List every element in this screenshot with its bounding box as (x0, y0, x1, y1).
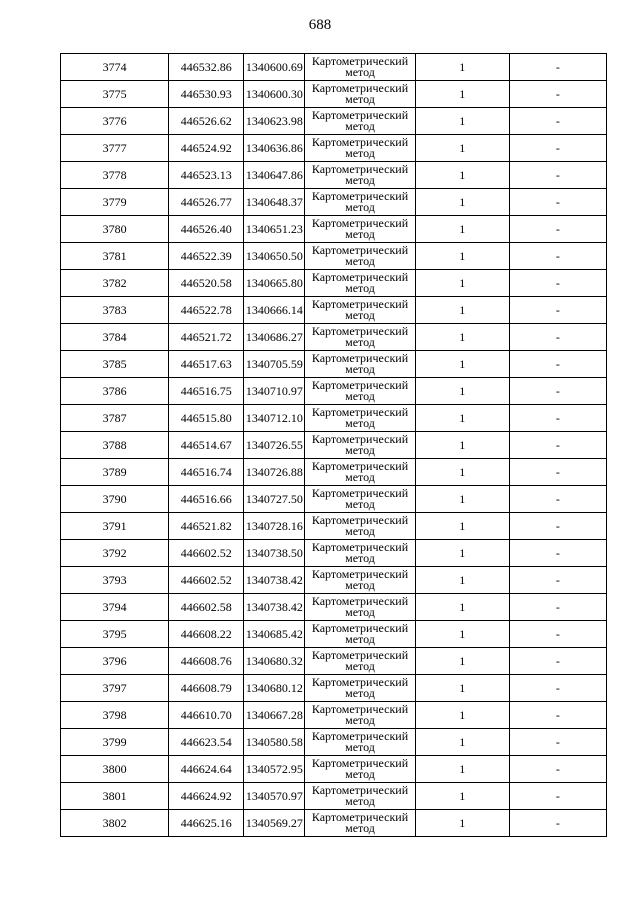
note-cell: - (509, 216, 606, 243)
method-line-1: Картометрический (311, 54, 409, 68)
table-row (61, 702, 607, 729)
method-line-2: метод (345, 200, 375, 214)
note-cell: - (509, 702, 606, 729)
method-cell (305, 54, 415, 81)
y-coordinate-cell: 1340686.27 (244, 324, 305, 351)
note-cell: - (509, 756, 606, 783)
point-number-cell: 3792 (61, 540, 169, 567)
method-line-2: метод (345, 767, 375, 781)
note-cell: - (509, 405, 606, 432)
count-cell: 1 (415, 243, 509, 270)
note-cell: - (509, 297, 606, 324)
y-coordinate-cell: 1340623.98 (244, 108, 305, 135)
point-number-cell: 3780 (61, 216, 169, 243)
y-coordinate-cell: 1340680.32 (244, 648, 305, 675)
table-row (61, 486, 607, 513)
y-coordinate-cell: 1340705.59 (244, 351, 305, 378)
note-cell: - (509, 162, 606, 189)
method-line-1: Картометрический (311, 729, 409, 743)
point-number-cell: 3797 (61, 675, 169, 702)
point-number-cell: 3801 (61, 783, 169, 810)
method-line-2: метод (345, 632, 375, 646)
count-cell: 1 (415, 648, 509, 675)
method-line-2: метод (345, 659, 375, 673)
method-line-1: Картометрический (311, 702, 409, 716)
table-row (61, 189, 607, 216)
method-cell (305, 324, 415, 351)
note-cell: - (509, 243, 606, 270)
method-cell (305, 297, 415, 324)
table-row (61, 405, 607, 432)
x-coordinate-cell: 446532.86 (169, 54, 244, 81)
point-number-cell: 3774 (61, 54, 169, 81)
y-coordinate-cell: 1340569.27 (244, 810, 305, 837)
point-number-cell: 3796 (61, 648, 169, 675)
y-coordinate-cell: 1340667.28 (244, 702, 305, 729)
method-line-2: метод (345, 173, 375, 187)
method-line-1: Картометрический (311, 81, 409, 95)
method-line-2: метод (345, 470, 375, 484)
x-coordinate-cell: 446623.54 (169, 729, 244, 756)
method-cell (305, 162, 415, 189)
x-coordinate-cell: 446526.40 (169, 216, 244, 243)
point-number-cell: 3782 (61, 270, 169, 297)
count-cell: 1 (415, 567, 509, 594)
x-coordinate-cell: 446602.58 (169, 594, 244, 621)
note-cell: - (509, 324, 606, 351)
count-cell: 1 (415, 729, 509, 756)
y-coordinate-cell: 1340666.14 (244, 297, 305, 324)
method-line-2: метод (345, 389, 375, 403)
method-line-2: метод (345, 686, 375, 700)
count-cell: 1 (415, 162, 509, 189)
table-row (61, 297, 607, 324)
point-number-cell: 3784 (61, 324, 169, 351)
y-coordinate-cell: 1340726.88 (244, 459, 305, 486)
method-line-1: Картометрический (311, 567, 409, 581)
point-number-cell: 3781 (61, 243, 169, 270)
page-number: 688 (308, 17, 332, 33)
count-cell: 1 (415, 216, 509, 243)
y-coordinate-cell: 1340648.37 (244, 189, 305, 216)
x-coordinate-cell: 446515.80 (169, 405, 244, 432)
y-coordinate-cell: 1340738.42 (244, 594, 305, 621)
table-row (61, 108, 607, 135)
count-cell: 1 (415, 459, 509, 486)
x-coordinate-cell: 446624.64 (169, 756, 244, 783)
count-cell: 1 (415, 486, 509, 513)
point-number-cell: 3786 (61, 378, 169, 405)
point-number-cell: 3794 (61, 594, 169, 621)
method-cell (305, 216, 415, 243)
count-cell: 1 (415, 432, 509, 459)
y-coordinate-cell: 1340726.55 (244, 432, 305, 459)
method-cell (305, 432, 415, 459)
note-cell: - (509, 459, 606, 486)
count-cell: 1 (415, 675, 509, 702)
point-number-cell: 3787 (61, 405, 169, 432)
count-cell: 1 (415, 54, 509, 81)
method-cell (305, 702, 415, 729)
method-line-1: Картометрический (311, 189, 409, 203)
method-cell (305, 594, 415, 621)
method-line-1: Картометрический (311, 270, 409, 284)
method-line-2: метод (345, 740, 375, 754)
method-line-2: метод (345, 146, 375, 160)
note-cell: - (509, 594, 606, 621)
count-cell: 1 (415, 270, 509, 297)
point-number-cell: 3775 (61, 81, 169, 108)
note-cell: - (509, 675, 606, 702)
table-row (61, 432, 607, 459)
x-coordinate-cell: 446530.93 (169, 81, 244, 108)
note-cell: - (509, 540, 606, 567)
method-line-2: метод (345, 821, 375, 835)
table-row (61, 729, 607, 756)
method-line-1: Картометрический (311, 459, 409, 473)
count-cell: 1 (415, 405, 509, 432)
method-cell (305, 621, 415, 648)
coordinates-table (60, 53, 607, 837)
count-cell: 1 (415, 378, 509, 405)
y-coordinate-cell: 1340728.16 (244, 513, 305, 540)
point-number-cell: 3778 (61, 162, 169, 189)
point-number-cell: 3790 (61, 486, 169, 513)
method-line-1: Картометрический (311, 108, 409, 122)
table-row (61, 243, 607, 270)
method-cell (305, 729, 415, 756)
point-number-cell: 3779 (61, 189, 169, 216)
method-cell (305, 783, 415, 810)
method-cell (305, 135, 415, 162)
y-coordinate-cell: 1340600.30 (244, 81, 305, 108)
method-line-1: Картометрический (311, 783, 409, 797)
count-cell: 1 (415, 540, 509, 567)
method-line-1: Картометрический (311, 810, 409, 824)
method-line-2: метод (345, 416, 375, 430)
y-coordinate-cell: 1340580.58 (244, 729, 305, 756)
method-cell (305, 675, 415, 702)
method-line-2: метод (345, 713, 375, 727)
method-line-1: Картометрический (311, 540, 409, 554)
x-coordinate-cell: 446516.74 (169, 459, 244, 486)
x-coordinate-cell: 446602.52 (169, 567, 244, 594)
point-number-cell: 3793 (61, 567, 169, 594)
method-cell (305, 810, 415, 837)
table-row (61, 756, 607, 783)
table-row (61, 567, 607, 594)
count-cell: 1 (415, 810, 509, 837)
method-line-2: метод (345, 65, 375, 79)
y-coordinate-cell: 1340738.50 (244, 540, 305, 567)
table-row (61, 81, 607, 108)
method-line-2: метод (345, 497, 375, 511)
x-coordinate-cell: 446517.63 (169, 351, 244, 378)
note-cell: - (509, 729, 606, 756)
coordinates-table-body (61, 54, 607, 837)
table-row (61, 810, 607, 837)
count-cell: 1 (415, 702, 509, 729)
method-line-2: метод (345, 605, 375, 619)
point-number-cell: 3776 (61, 108, 169, 135)
y-coordinate-cell: 1340685.42 (244, 621, 305, 648)
method-line-2: метод (345, 794, 375, 808)
table-row (61, 513, 607, 540)
count-cell: 1 (415, 189, 509, 216)
method-line-1: Картометрический (311, 513, 409, 527)
y-coordinate-cell: 1340738.42 (244, 567, 305, 594)
method-line-1: Картометрический (311, 621, 409, 635)
y-coordinate-cell: 1340727.50 (244, 486, 305, 513)
count-cell: 1 (415, 351, 509, 378)
x-coordinate-cell: 446516.75 (169, 378, 244, 405)
point-number-cell: 3798 (61, 702, 169, 729)
note-cell: - (509, 783, 606, 810)
method-cell (305, 351, 415, 378)
method-line-1: Картометрический (311, 162, 409, 176)
table-row (61, 594, 607, 621)
count-cell: 1 (415, 297, 509, 324)
method-cell (305, 756, 415, 783)
x-coordinate-cell: 446524.92 (169, 135, 244, 162)
method-line-1: Картометрический (311, 756, 409, 770)
method-cell (305, 540, 415, 567)
count-cell: 1 (415, 108, 509, 135)
method-cell (305, 486, 415, 513)
method-line-2: метод (345, 335, 375, 349)
y-coordinate-cell: 1340651.23 (244, 216, 305, 243)
point-number-cell: 3799 (61, 729, 169, 756)
table-row (61, 783, 607, 810)
method-line-2: метод (345, 524, 375, 538)
x-coordinate-cell: 446526.77 (169, 189, 244, 216)
x-coordinate-cell: 446514.67 (169, 432, 244, 459)
method-cell (305, 567, 415, 594)
y-coordinate-cell: 1340650.50 (244, 243, 305, 270)
method-line-2: метод (345, 92, 375, 106)
y-coordinate-cell: 1340636.86 (244, 135, 305, 162)
note-cell: - (509, 810, 606, 837)
x-coordinate-cell: 446522.39 (169, 243, 244, 270)
method-cell (305, 81, 415, 108)
method-cell (305, 189, 415, 216)
y-coordinate-cell: 1340710.97 (244, 378, 305, 405)
x-coordinate-cell: 446608.79 (169, 675, 244, 702)
table-row (61, 324, 607, 351)
x-coordinate-cell: 446608.76 (169, 648, 244, 675)
y-coordinate-cell: 1340712.10 (244, 405, 305, 432)
method-line-2: метод (345, 443, 375, 457)
note-cell: - (509, 648, 606, 675)
note-cell: - (509, 270, 606, 297)
point-number-cell: 3800 (61, 756, 169, 783)
table-row (61, 162, 607, 189)
method-line-1: Картометрический (311, 324, 409, 338)
point-number-cell: 3791 (61, 513, 169, 540)
count-cell: 1 (415, 513, 509, 540)
x-coordinate-cell: 446526.62 (169, 108, 244, 135)
point-number-cell: 3795 (61, 621, 169, 648)
method-line-1: Картометрический (311, 432, 409, 446)
method-line-2: метод (345, 551, 375, 565)
x-coordinate-cell: 446624.92 (169, 783, 244, 810)
note-cell: - (509, 189, 606, 216)
point-number-cell: 3788 (61, 432, 169, 459)
method-line-2: метод (345, 362, 375, 376)
note-cell: - (509, 621, 606, 648)
method-cell (305, 270, 415, 297)
note-cell: - (509, 108, 606, 135)
x-coordinate-cell: 446516.66 (169, 486, 244, 513)
method-line-1: Картометрический (311, 351, 409, 365)
table-row (61, 459, 607, 486)
point-number-cell: 3777 (61, 135, 169, 162)
method-line-2: метод (345, 308, 375, 322)
note-cell: - (509, 135, 606, 162)
y-coordinate-cell: 1340647.86 (244, 162, 305, 189)
note-cell: - (509, 567, 606, 594)
x-coordinate-cell: 446602.52 (169, 540, 244, 567)
method-cell (305, 108, 415, 135)
note-cell: - (509, 81, 606, 108)
method-line-1: Картометрический (311, 648, 409, 662)
count-cell: 1 (415, 135, 509, 162)
note-cell: - (509, 378, 606, 405)
note-cell: - (509, 54, 606, 81)
method-cell (305, 243, 415, 270)
x-coordinate-cell: 446610.70 (169, 702, 244, 729)
method-line-1: Картометрический (311, 297, 409, 311)
table-row (61, 648, 607, 675)
point-number-cell: 3789 (61, 459, 169, 486)
method-cell (305, 459, 415, 486)
note-cell: - (509, 486, 606, 513)
table-row (61, 675, 607, 702)
note-cell: - (509, 432, 606, 459)
table-row (61, 621, 607, 648)
count-cell: 1 (415, 594, 509, 621)
note-cell: - (509, 513, 606, 540)
method-line-2: метод (345, 119, 375, 133)
method-line-1: Картометрический (311, 486, 409, 500)
method-cell (305, 405, 415, 432)
method-cell (305, 378, 415, 405)
method-line-2: метод (345, 578, 375, 592)
method-line-1: Картометрический (311, 135, 409, 149)
method-cell (305, 648, 415, 675)
x-coordinate-cell: 446521.72 (169, 324, 244, 351)
method-cell (305, 513, 415, 540)
method-line-1: Картометрический (311, 594, 409, 608)
count-cell: 1 (415, 81, 509, 108)
point-number-cell: 3802 (61, 810, 169, 837)
method-line-1: Картометрический (311, 216, 409, 230)
x-coordinate-cell: 446522.78 (169, 297, 244, 324)
table-row (61, 216, 607, 243)
y-coordinate-cell: 1340572.95 (244, 756, 305, 783)
x-coordinate-cell: 446523.13 (169, 162, 244, 189)
table-row (61, 351, 607, 378)
method-line-2: метод (345, 281, 375, 295)
point-number-cell: 3785 (61, 351, 169, 378)
count-cell: 1 (415, 621, 509, 648)
table-row (61, 540, 607, 567)
x-coordinate-cell: 446625.16 (169, 810, 244, 837)
y-coordinate-cell: 1340665.80 (244, 270, 305, 297)
method-line-1: Картометрический (311, 378, 409, 392)
x-coordinate-cell: 446521.82 (169, 513, 244, 540)
table-row (61, 135, 607, 162)
method-line-2: метод (345, 227, 375, 241)
count-cell: 1 (415, 783, 509, 810)
y-coordinate-cell: 1340680.12 (244, 675, 305, 702)
count-cell: 1 (415, 324, 509, 351)
method-line-2: метод (345, 254, 375, 268)
x-coordinate-cell: 446608.22 (169, 621, 244, 648)
note-cell: - (509, 351, 606, 378)
y-coordinate-cell: 1340570.97 (244, 783, 305, 810)
x-coordinate-cell: 446520.58 (169, 270, 244, 297)
y-coordinate-cell: 1340600.69 (244, 54, 305, 81)
method-line-1: Картометрический (311, 405, 409, 419)
table-row (61, 270, 607, 297)
table-row (61, 54, 607, 81)
method-line-1: Картометрический (311, 243, 409, 257)
count-cell: 1 (415, 756, 509, 783)
table-row (61, 378, 607, 405)
method-line-1: Картометрический (311, 675, 409, 689)
point-number-cell: 3783 (61, 297, 169, 324)
